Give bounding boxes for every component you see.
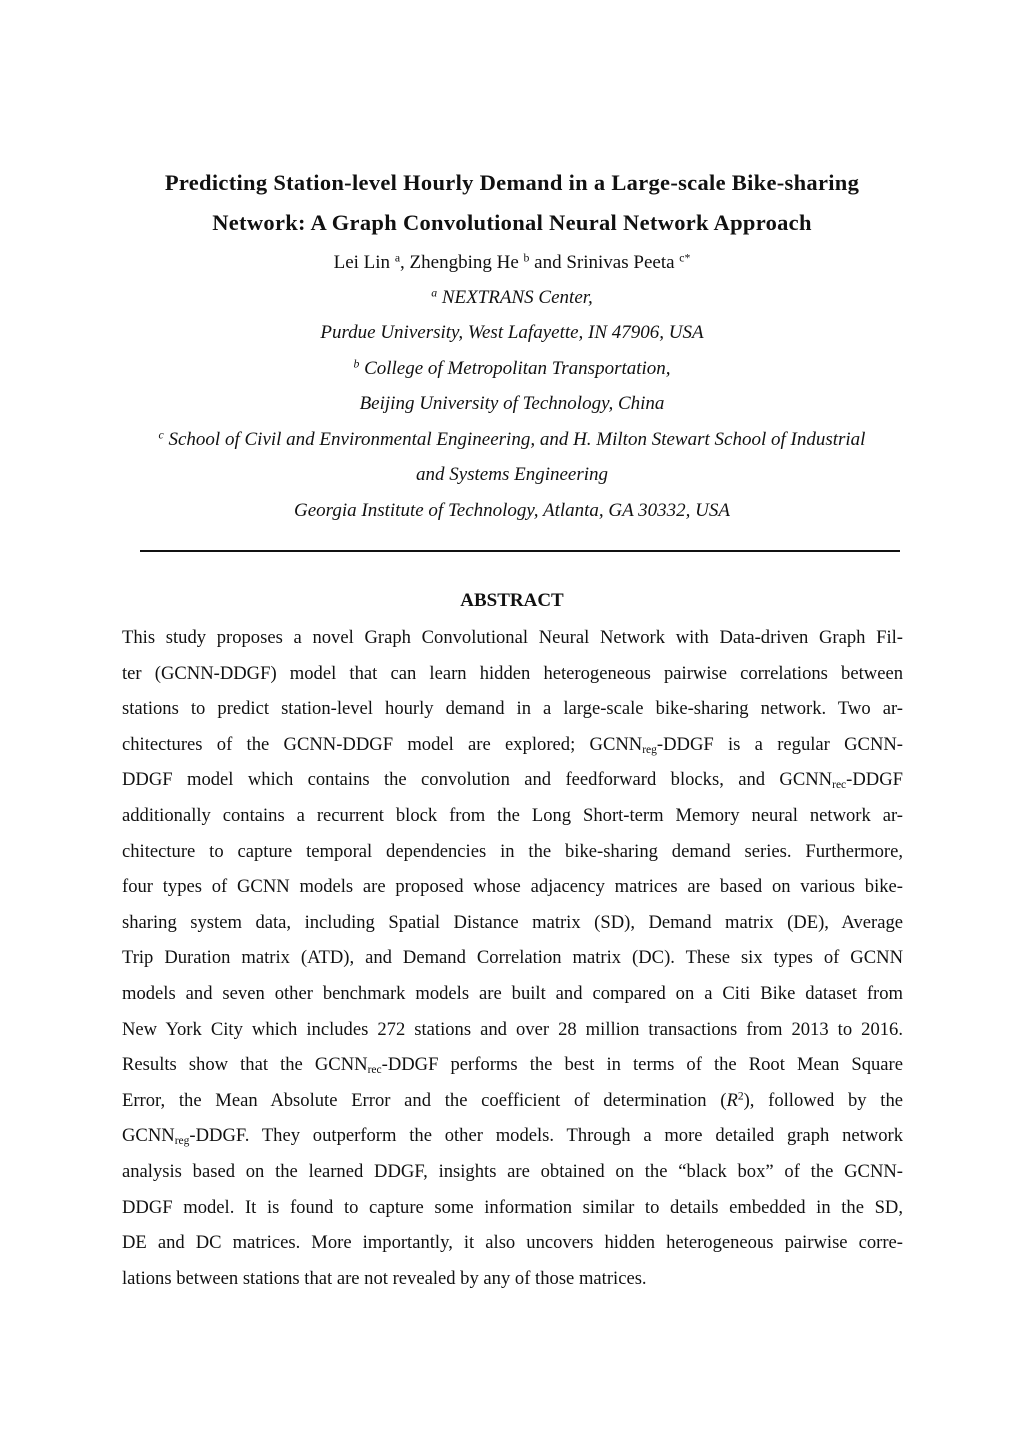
affiliation-mark: b: [353, 357, 360, 371]
affiliation-mark: c*: [679, 251, 691, 265]
abstract-line: lations between stations that are not revealed by any of those matrices.: [122, 1267, 647, 1289]
abstract-line: This study proposes a novel Graph Convolutional Neural Network with Data-driven Graph Fil-: [122, 627, 903, 648]
abstract-line: additionally contains a recurrent block from the Long Short-term Memory neural network ar-: [122, 804, 903, 826]
abstract-line: chitecture to capture temporal dependencies in the bike-sharing demand series. Furthermore,: [122, 840, 903, 862]
abstract-line: chitectures of the GCNN-DDGF model are explored; $GCNN_{reg}$-DDGF is a regular GCNN-: [122, 733, 903, 756]
affiliation-b-line-2: Beijing University of Technology, China: [359, 393, 665, 414]
affiliation-c-line-3: Georgia Institute of Technology, Atlanta, GA 30332, USA: [294, 500, 730, 521]
affiliation-mark: a: [394, 251, 401, 265]
affiliation-mark: a: [431, 286, 438, 300]
affiliation-b-line-1: $^b$ College of Metropolitan Transportation,: [353, 357, 671, 379]
abstract-line: Error, the Mean Absolute Error and the coefficient of determination $(R^2)$, followed by the: [122, 1089, 903, 1111]
affiliation-c-line-1: $^c$ School of Civil and Environmental Engineering, and H. Milton Stewart School of Industrial: [158, 428, 866, 450]
abstract-line: models and seven other benchmark models are built and compared on a Citi Bike dataset from: [122, 982, 903, 1004]
abstract-line: Results show that the $GCNN_{rec}$-DDGF performs the best in terms of the Root Mean Square: [122, 1054, 903, 1076]
header-divider: [140, 550, 900, 552]
abstract-line: DDGF model. It is found to capture some information similar to details embedded in the SD,: [122, 1196, 903, 1218]
abstract-line: Trip Duration matrix (ATD), and Demand Correlation matrix (DC). These six types of GCNN: [122, 947, 903, 969]
abstract-heading: ABSTRACT: [460, 590, 564, 611]
author-name: , Zhengbing He: [400, 252, 524, 273]
paper-title-line-1: Predicting Station-level Hourly Demand in a Large-scale Bike-sharing: [164, 170, 860, 195]
affiliation-c-line-2: and Systems Engineering: [415, 464, 609, 485]
abstract-line: $GCNN_{reg}$-DDGF. They outperform the other models. Through a more detailed graph network: [122, 1125, 903, 1148]
paper-title-line-2: Network: A Graph Convolutional Neural Network Approach: [212, 210, 812, 235]
abstract-line: stations to predict station-level hourly demand in a large-scale bike-sharing network. Two ar-: [122, 698, 903, 720]
affiliation-a-line-2: Purdue University, West Lafayette, IN 47906, USA: [320, 322, 704, 343]
abstract-line: ter (GCNN-DDGF) model that can learn hidden heterogeneous pairwise correlations between: [122, 662, 903, 684]
affiliation-mark: c: [158, 428, 164, 442]
abstract-line: sharing system data, including Spatial Distance matrix (SD), Demand matrix (DE), Average: [122, 911, 903, 933]
author-name: Lei Lin: [333, 252, 395, 273]
author-name: and Srinivas Peeta: [529, 252, 680, 273]
affiliation-a-line-1: $^a$ NEXTRANS Center,: [431, 286, 593, 308]
abstract-line: analysis based on the learned DDGF, insights are obtained on the “black box” of the GCNN-: [122, 1160, 903, 1182]
author-list: [80, 252, 944, 274]
abstract-line: New York City which includes 272 stations and over 28 million transactions from 2013 to 2016.: [122, 1018, 903, 1040]
abstract-line: four types of GCNN models are proposed whose adjacency matrices are based on various bike-: [122, 876, 903, 898]
abstract-line: DE and DC matrices. More importantly, it also uncovers hidden heterogeneous pairwise corre-: [122, 1232, 903, 1254]
abstract-body: [122, 620, 903, 1296]
affiliation-mark: b: [523, 251, 530, 265]
abstract-line: DDGF model which contains the convolution and feedforward blocks, and $GCNN_{rec}$-DDGF: [122, 769, 903, 792]
